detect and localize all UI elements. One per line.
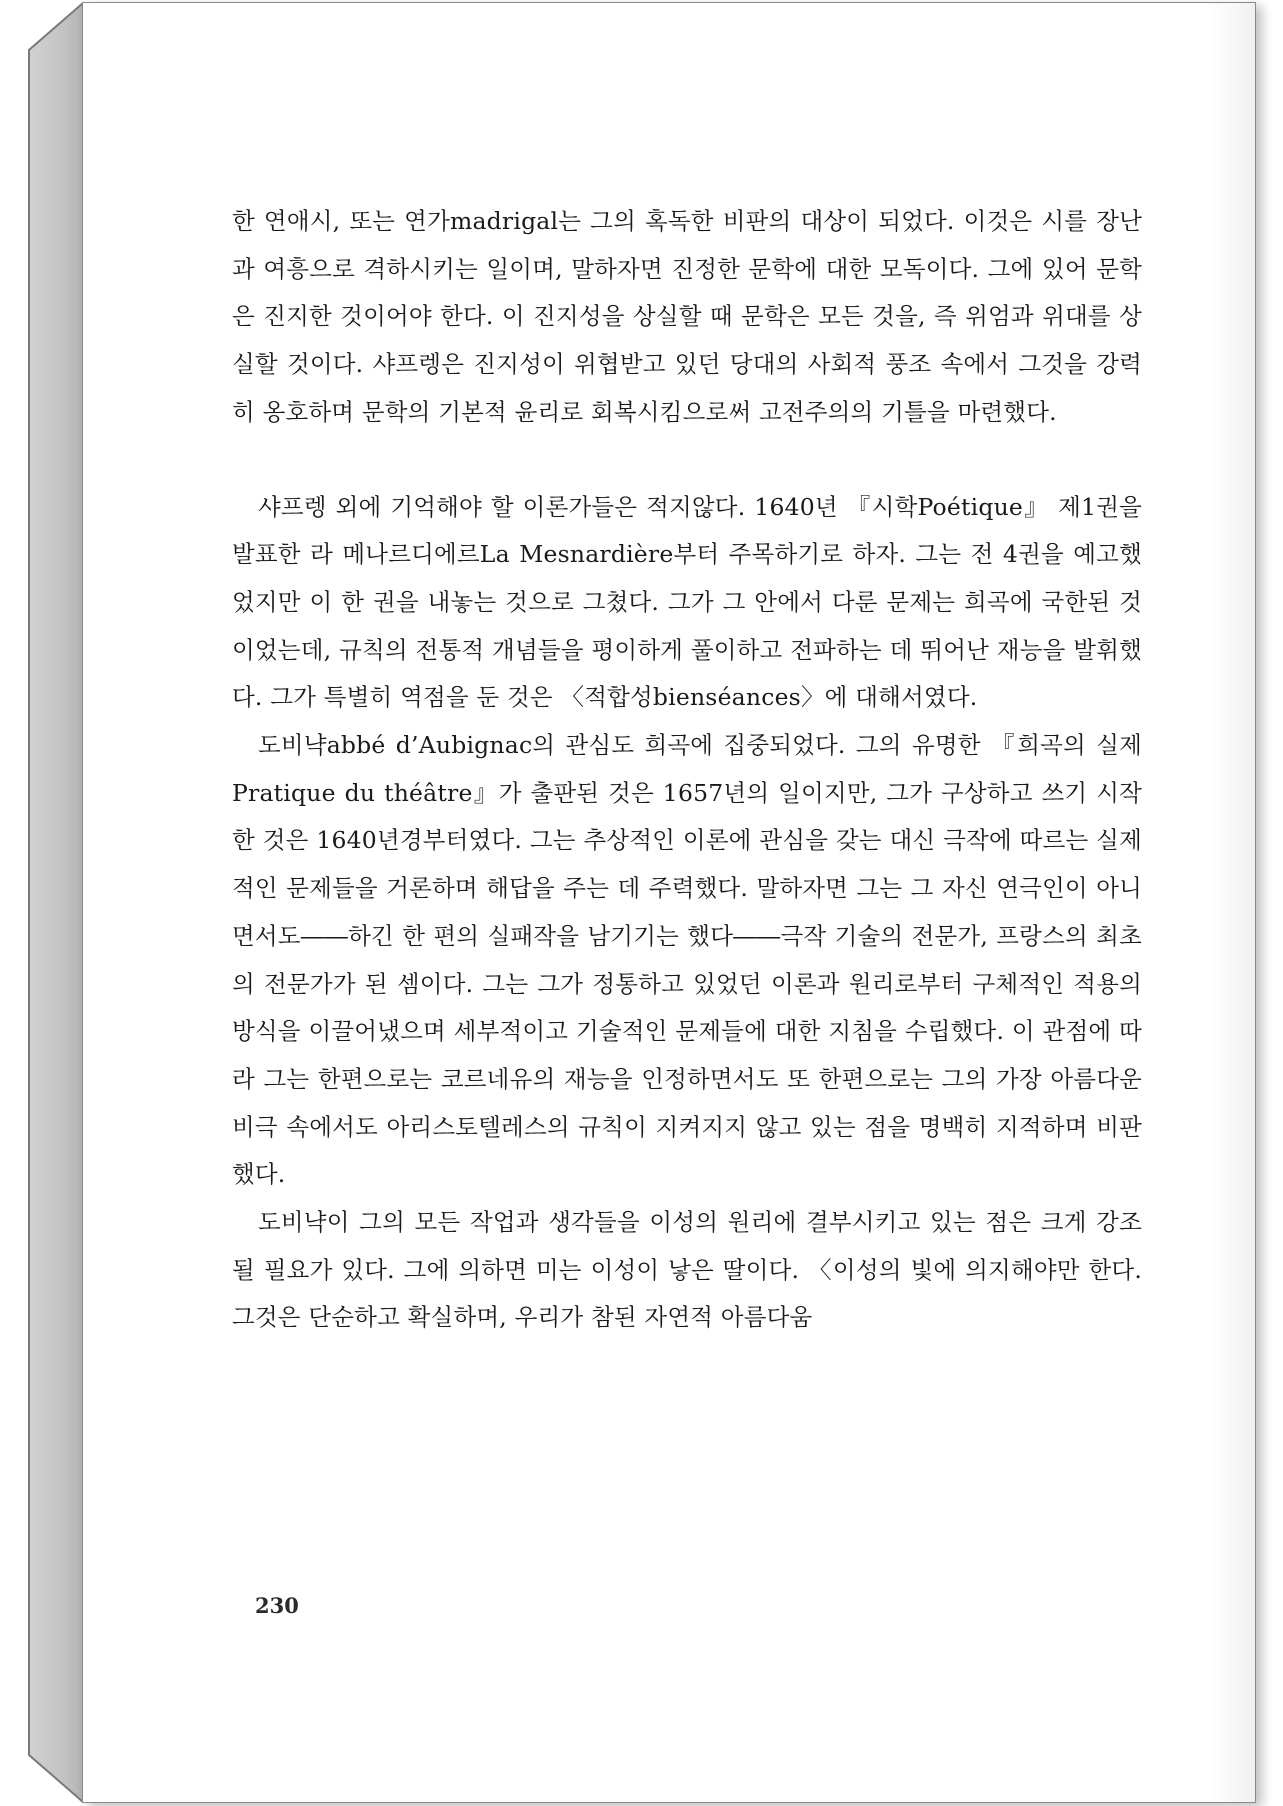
body-text	[232, 198, 1142, 1342]
paragraph-spacer	[232, 437, 1142, 484]
paragraph-4: 도비냑이 그의 모든 작업과 생각들을 이성의 원리에 결부시키고 있는 점은 크게 강조될 필요가 있다. 그에 의하면 미는 이성이 낳은 딸이다. 〈이성의 빛에 의지해야만 한다. 그것은 단순하고 확실하며, 우리가 참된 자연적 아름다움	[232, 1208, 1142, 1332]
paragraph-2: 샤프렝 외에 기억해야 할 이론가들은 적지않다. 1640년 『시학Poétique』 제1권을 발표한 라 메나르디에르La Mesnardière부터 주목하기로 하자. 그는 전 4권을 예고했었지만 이 한 권을 내놓는 것으로 그쳤다. 그가 그 안에서 다룬 문제는 희곡에 국한된 것이었는데, 규칙의 전통적 개념들을 평이하게 풀이하고 전파하는 데 뛰어난 재능을 발휘했다. 그가 특별히 역점을 둔 것은 〈적합성bienséances〉에 대해서였다.	[232, 492, 1142, 712]
book-spine-outline	[28, 2, 84, 1803]
paragraph-3: 도비냑abbé d’Aubignac의 관심도 희곡에 집중되었다. 그의 유명한 『희곡의 실제Pratique du théâtre』가 출판된 것은 1657년의 일이지만, 그가 구상하고 쓰기 시작한 것은 1640년경부터였다. 그는 추상적인 이론에 관심을 갖는 대신 극작에 따르는 실제적인 문제들을 거론하며 해답을 주는 데 주력했다. 말하자면 그는 그 자신 연극인이 아니면서도――하긴 한 편의 실패작을 남기기는 했다――극작 기술의 전문가, 프랑스의 최초의 전문가가 된 셈이다. 그는 그가 정통하고 있었던 이론과 원리로부터 구체적인 적용의 방식을 이끌어냈으며 세부적이고 기술적인 문제들에 대한 지침을 수립했다. 이 관점에 따라 그는 한편으로는 코르네유의 재능을 인정하면서도 또 한편으로는 그의 가장 아름다운 비극 속에서도 아리스토텔레스의 규칙이 지켜지지 않고 있는 점을 명백히 지적하며 비판했다.	[232, 731, 1142, 1189]
paragraph-1: 한 연애시, 또는 연가madrigal는 그의 혹독한 비판의 대상이 되었다. 이것은 시를 장난과 여흥으로 격하시키는 일이며, 말하자면 진정한 문학에 대한 모독이다. 그에 있어 문학은 진지한 것이어야 한다. 이 진지성을 상실할 때 문학은 모든 것을, 즉 위엄과 위대를 상실할 것이다. 샤프렝은 진지성이 위협받고 있던 당대의 사회적 풍조 속에서 그것을 강력히 옹호하며 문학의 기본적 윤리로 회복시킴으로써 고전주의의 기틀을 마련했다.	[232, 207, 1142, 426]
page-number: 230	[255, 1593, 299, 1618]
page-edge-shading	[1209, 3, 1255, 1802]
